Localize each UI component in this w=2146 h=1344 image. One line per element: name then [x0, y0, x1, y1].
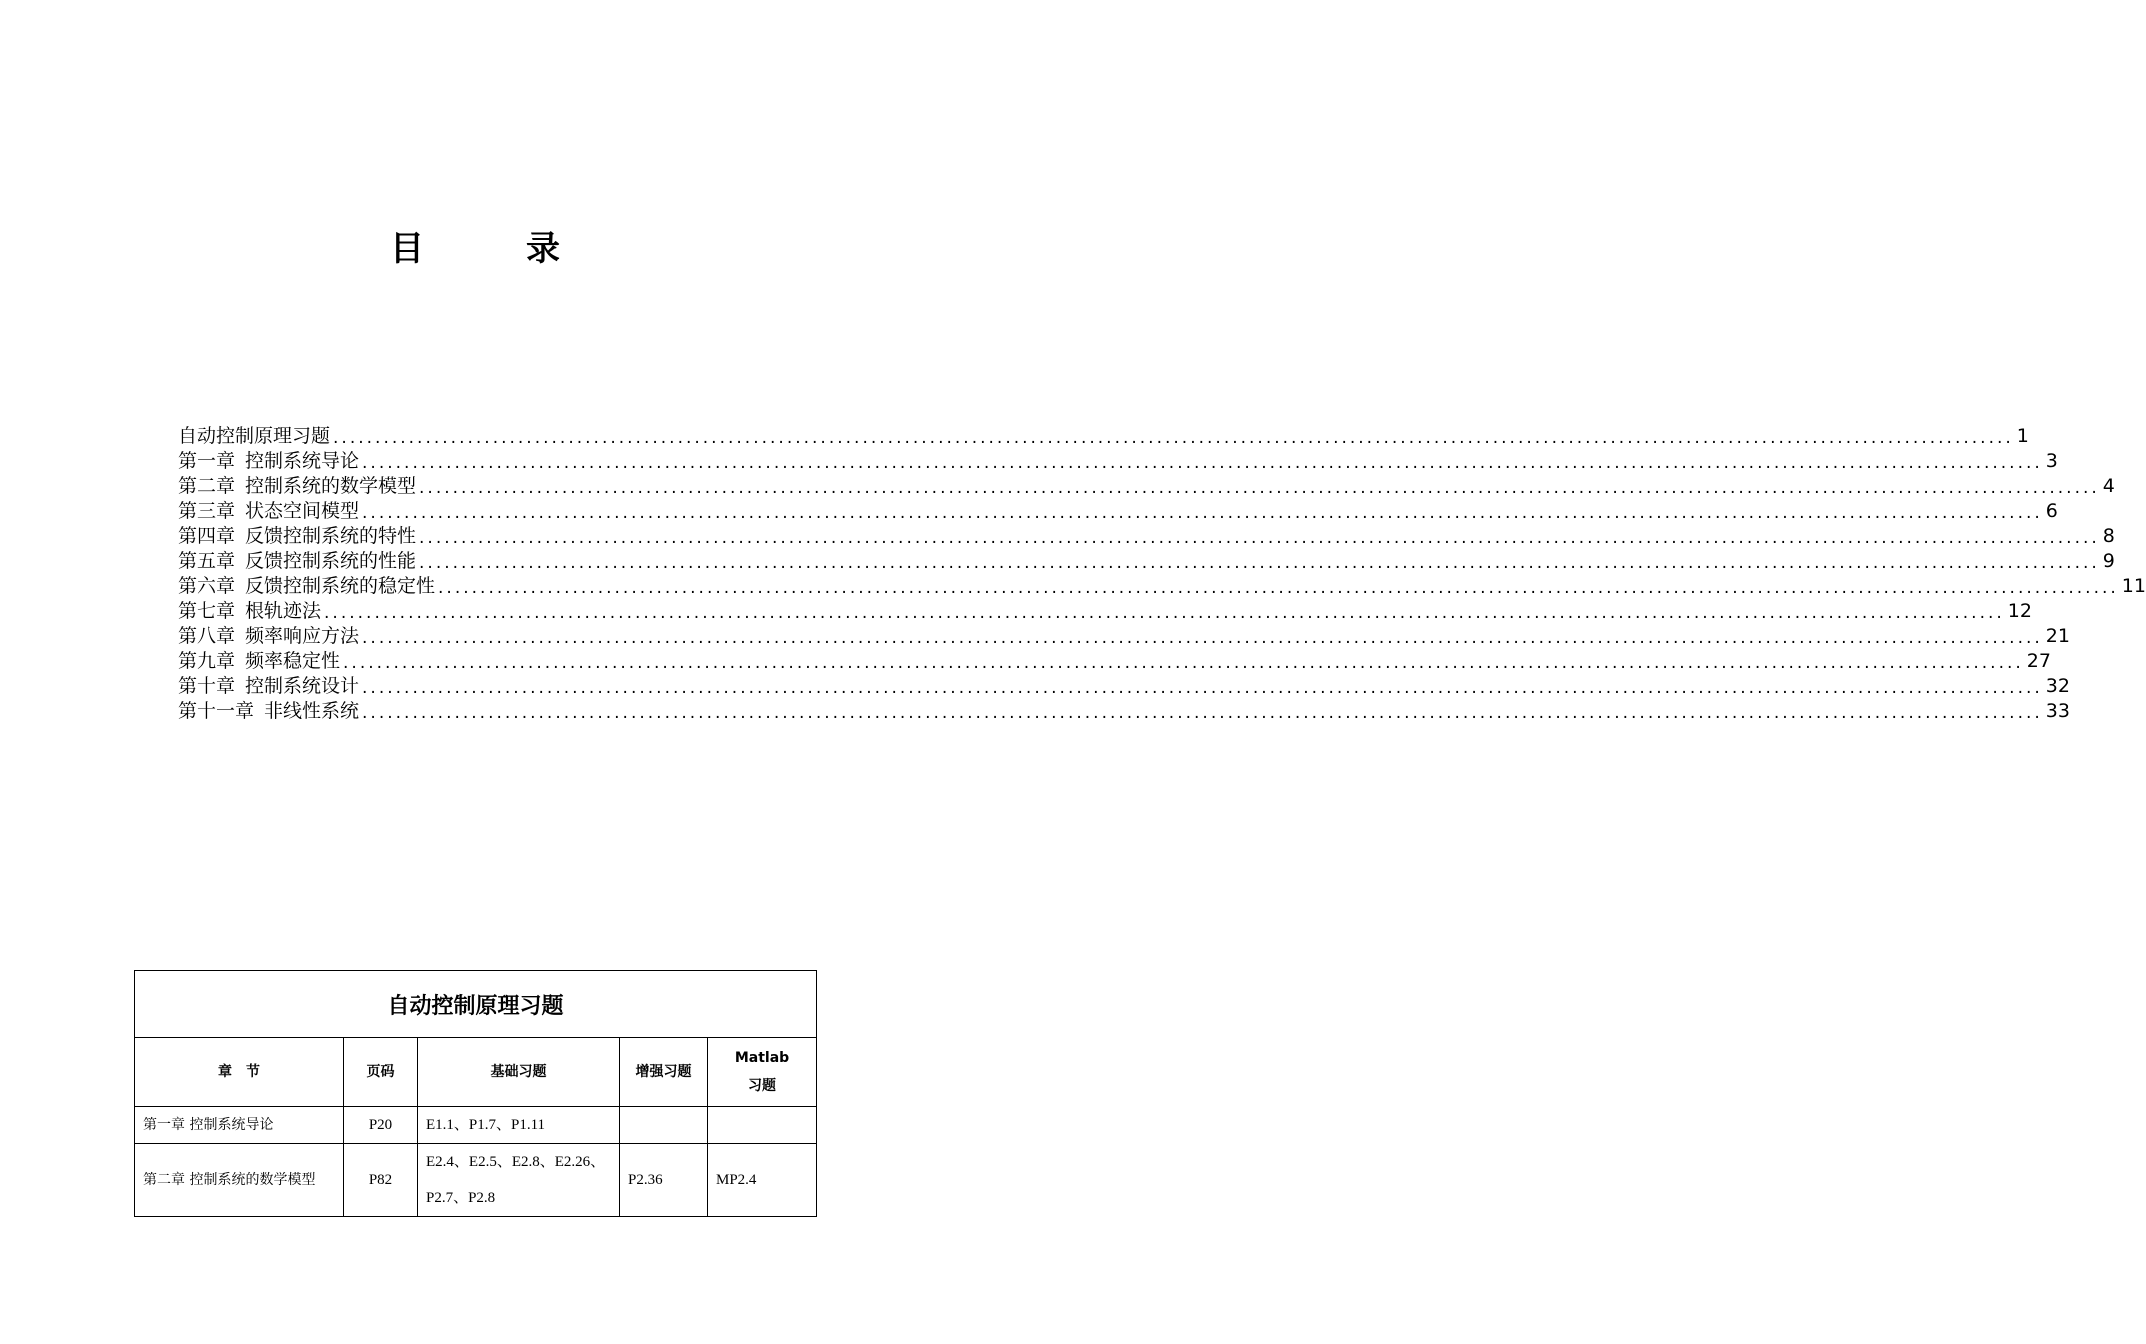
toc-entry[interactable] — [178, 549, 2115, 574]
toc-leader-dots: ........................................................................................................................................................................................................ — [343, 653, 2024, 673]
toc-entry[interactable] — [178, 474, 2115, 499]
toc-entry[interactable] — [178, 699, 2070, 724]
toc-page-number: 12 — [2007, 600, 2032, 622]
toc-chapter-number: 第三章 — [178, 500, 236, 522]
header-matlab-line2: 习题 — [748, 1078, 777, 1094]
toc-entry-label — [178, 449, 359, 474]
toc-leader-dots: ........................................................................................................................................................................................................ — [362, 453, 2043, 473]
toc-entry[interactable] — [178, 624, 2070, 649]
cell-basic: E1.1、P1.7、P1.11 — [418, 1107, 620, 1144]
header-page: 页码 — [344, 1038, 418, 1107]
toc-entry[interactable] — [178, 674, 2070, 699]
toc-chapter-number: 第一章 — [178, 450, 236, 472]
table-row — [135, 1144, 817, 1217]
toc-chapter-title: 状态空间模型 — [245, 500, 360, 522]
toc-chapter-number: 第七章 — [178, 600, 236, 622]
toc-chapter-title: 频率稳定性 — [245, 650, 341, 672]
toc-page-number: 33 — [2045, 700, 2070, 722]
toc-chapter-number: 第五章 — [178, 550, 236, 572]
toc-leader-dots: ........................................................................................................................................................................................................ — [362, 628, 2043, 648]
toc-entry-label — [178, 624, 359, 649]
header-matlab-line1: Matlab — [734, 1050, 790, 1066]
toc-entry-label — [178, 524, 416, 549]
table-caption: 自动控制原理习题 — [135, 971, 817, 1038]
toc-chapter-title: 根轨迹法 — [245, 600, 322, 622]
toc-leader-dots: ........................................................................................................................................................................................................ — [419, 553, 2100, 573]
toc-chapter-title: 控制系统的数学模型 — [245, 475, 417, 497]
toc-chapter-title: 反馈控制系统的特性 — [245, 525, 417, 547]
cell-basic: E2.4、E2.5、E2.8、E2.26、P2.7、P2.8 — [418, 1144, 620, 1217]
toc-page-number: 8 — [2102, 525, 2115, 547]
toc-leader-dots: ........................................................................................................................................................................................................ — [438, 578, 2119, 598]
toc-entry[interactable] — [178, 599, 2032, 624]
toc-entry-label — [178, 424, 330, 449]
toc-entry-label — [178, 699, 359, 724]
table-of-contents — [178, 424, 2146, 724]
toc-chapter-number: 第八章 — [178, 625, 236, 647]
toc-entry[interactable] — [178, 649, 2051, 674]
toc-entry-label — [178, 599, 321, 624]
toc-entry-label — [178, 649, 340, 674]
toc-page-number: 27 — [2026, 650, 2051, 672]
page-title: 目 录 — [390, 229, 594, 269]
toc-page-number: 32 — [2045, 675, 2070, 697]
toc-page-number: 21 — [2045, 625, 2070, 647]
toc-page-number: 9 — [2102, 550, 2115, 572]
toc-leader-dots: ........................................................................................................................................................................................................ — [362, 703, 2043, 723]
toc-page-number: 1 — [2016, 425, 2029, 447]
header-chapter: 章 节 — [135, 1038, 344, 1107]
toc-leader-dots: ........................................................................................................................................................................................................ — [419, 478, 2100, 498]
toc-entry-label — [178, 549, 416, 574]
toc-leader-dots: ........................................................................................................................................................................................................ — [333, 428, 2014, 448]
cell-enhanced — [620, 1107, 708, 1144]
toc-entry[interactable] — [178, 449, 2058, 474]
toc-chapter-title: 控制系统设计 — [245, 675, 360, 697]
toc-chapter-number: 第二章 — [178, 475, 236, 497]
toc-chapter-title: 控制系统导论 — [245, 450, 360, 472]
toc-page-number: 3 — [2045, 450, 2058, 472]
toc-chapter-number: 自动控制原理习题 — [178, 425, 331, 447]
cell-matlab — [708, 1107, 817, 1144]
cell-enhanced: P2.36 — [620, 1144, 708, 1217]
toc-chapter-number: 第十一章 — [178, 700, 255, 722]
toc-entry-label — [178, 674, 359, 699]
toc-chapter-title: 频率响应方法 — [245, 625, 360, 647]
toc-entry[interactable] — [178, 574, 2146, 599]
exercise-table — [134, 970, 817, 1217]
cell-matlab: MP2.4 — [708, 1144, 817, 1217]
toc-entry[interactable] — [178, 524, 2115, 549]
cell-chapter: 第一章 控制系统导论 — [135, 1107, 344, 1144]
cell-chapter: 第二章 控制系统的数学模型 — [135, 1144, 344, 1217]
toc-entry-label — [178, 474, 416, 499]
toc-page-number: 11 — [2121, 575, 2146, 597]
toc-page-number: 6 — [2045, 500, 2058, 522]
toc-entry-label — [178, 499, 359, 524]
toc-leader-dots: ........................................................................................................................................................................................................ — [324, 603, 2005, 623]
toc-chapter-title: 反馈控制系统的稳定性 — [245, 575, 436, 597]
toc-chapter-number: 第四章 — [178, 525, 236, 547]
toc-entry-label — [178, 574, 435, 599]
toc-page-number: 4 — [2102, 475, 2115, 497]
header-basic: 基础习题 — [418, 1038, 620, 1107]
toc-leader-dots: ........................................................................................................................................................................................................ — [419, 528, 2100, 548]
header-matlab — [708, 1038, 817, 1107]
toc-chapter-number: 第十章 — [178, 675, 236, 697]
toc-chapter-title: 非线性系统 — [264, 700, 360, 722]
toc-entry[interactable] — [178, 424, 2029, 449]
toc-chapter-number: 第九章 — [178, 650, 236, 672]
toc-leader-dots: ........................................................................................................................................................................................................ — [362, 678, 2043, 698]
header-enhanced: 增强习题 — [620, 1038, 708, 1107]
cell-page: P82 — [344, 1144, 418, 1217]
cell-page: P20 — [344, 1107, 418, 1144]
toc-chapter-title: 反馈控制系统的性能 — [245, 550, 417, 572]
toc-chapter-number: 第六章 — [178, 575, 236, 597]
toc-leader-dots: ........................................................................................................................................................................................................ — [362, 503, 2043, 523]
toc-entry[interactable] — [178, 499, 2058, 524]
table-row — [135, 1107, 817, 1144]
